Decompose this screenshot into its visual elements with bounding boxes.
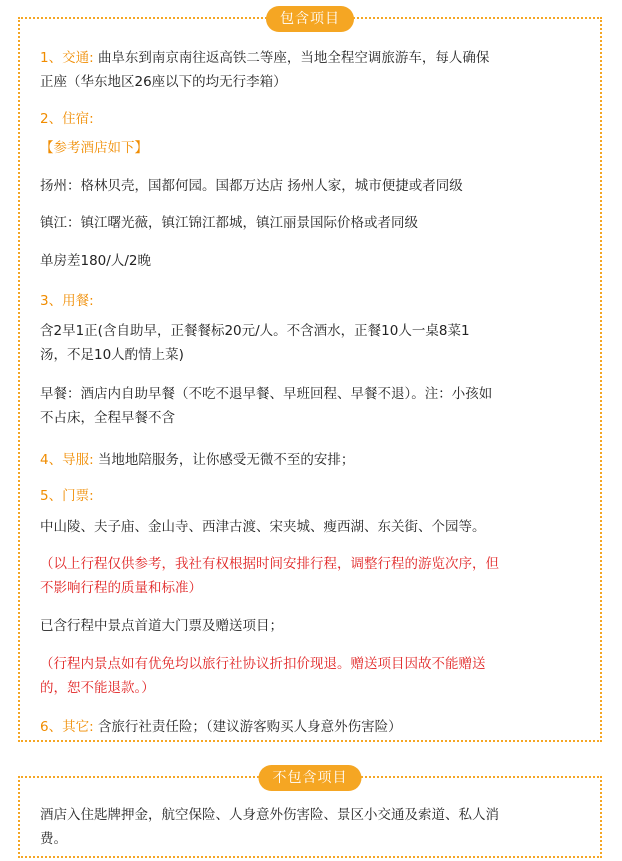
other-line (40, 716, 586, 738)
included-section (18, 11, 602, 742)
tickets-included: 已含行程中景点首道大门票及赠送项目； (40, 618, 283, 634)
other-label: 6、其它: (40, 719, 94, 735)
traffic-text: 曲阜东到南京南往返高铁二等座，当地全程空调旅游车，每人确保 (97, 50, 490, 66)
excluded-section (18, 770, 602, 858)
traffic-line2: 正座（华东地区26座以下的均无行李箱） (40, 74, 287, 90)
tickets-label: 5、门票: (40, 488, 94, 504)
itinerary-note-line1: （以上行程仅供参考，我社有权根据时间安排行程，调整行程的游览次序，但 (40, 556, 499, 572)
single-room-surcharge: 单房差180/人/2晚 (40, 253, 151, 269)
traffic-label: 1、交通: (40, 50, 94, 66)
included-title: 包含项目 (266, 6, 354, 32)
hotel-reference: 【参考酒店如下】 (40, 140, 148, 156)
ticket-spots: 中山陵、夫子庙、金山寺、西津古渡、宋夹城、瘦西湖、东关街、个园等。 (40, 519, 486, 535)
hotel-zhenjiang: 镇江：镇江曙光薇，镇江锦江都城，镇江丽景国际价格或者同级 (40, 215, 418, 231)
itinerary-note-line2: 不影响行程的质量和标准） (40, 580, 202, 596)
breakfast-line1: 早餐：酒店内自助早餐（不吃不退早餐、早班回程、早餐不退）。注：小孩如 (40, 386, 493, 402)
other-text: 含旅行社责任险；（建议游客购买人身意外伤害险） (97, 719, 402, 735)
excluded-title: 不包含项目 (259, 765, 362, 791)
hotel-label: 2、住宿: (40, 111, 94, 127)
hotel-yangzhou: 扬州：格林贝壳，国都何园。国都万达店 扬州人家，城市便捷或者同级 (40, 178, 463, 194)
meals-line1: 含2早1正(含自助早，正餐餐标20元/人。不含酒水，正餐10人一桌8菜1 (40, 323, 470, 339)
guide-line (40, 449, 586, 471)
excluded-line1: 酒店入住匙牌押金，航空保险、人身意外伤害险、景区小交通及索道、私人消 (40, 807, 499, 823)
breakfast-line2: 不占床，全程早餐不含 (40, 410, 175, 426)
excluded-line2: 费。 (40, 831, 67, 847)
guide-text: 当地地陪服务，让你感受无微不至的安排； (97, 452, 355, 468)
discount-note-line1: （行程内景点如有优免均以旅行社协议折扣价现退。赠送项目因故不能赠送 (40, 656, 486, 672)
guide-label: 4、导服: (40, 452, 94, 468)
meals-label: 3、用餐: (40, 293, 94, 309)
meals-line2: 汤，不足10人酌情上菜) (40, 347, 184, 363)
discount-note-line2: 的，恕不能退款。） (40, 680, 155, 696)
traffic-line1 (40, 47, 586, 69)
